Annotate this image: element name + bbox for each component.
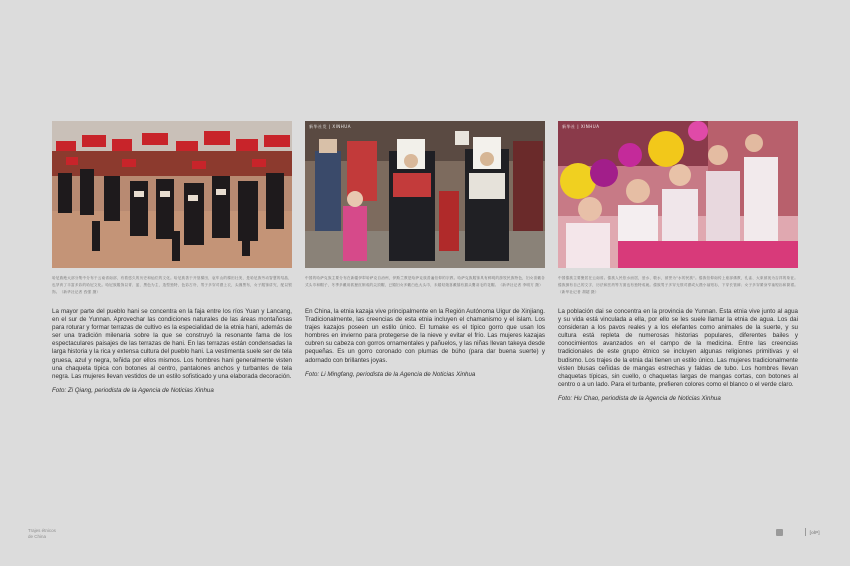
photo-credit: Foto: Li Mingfang, periodista de la Agencia de Noticias Xinhua xyxy=(305,370,476,378)
chinese-caption: 中国的哈萨克族主要分布在新疆伊犁哈萨克自治州，伊斯兰教是哈萨克族普遍信仰的宗教。哈萨克族服饰具有鲜明的游牧民族特色，妇女喜戴各式头巾和帽子，冬季多戴用狐狸皮制成的尖顶帽，已婚妇女多戴白色大头巾，未婚姑娘喜戴插有猫头鹰羽毛的花帽。（新华社记者 李明方 摄） xyxy=(305,276,545,287)
chinese-caption: 中国傣族主要聚居在云南省。傣族人民依水而居，爱水、敬水，被誉为"水的民族"。傣族信仰南传上座部佛教，孔雀、大象被视为吉祥的象征。傣族拥有自己的文字，历法和医药等方面也有独特成就。傣族男子多穿无领对襟或大襟小袖短衫，下穿长管裤；女子多穿紧身窄袖短衫和筒裙。（新华社记者 胡超 摄） xyxy=(558,276,798,294)
partner-logo-mark: [olP] xyxy=(809,529,820,535)
spanish-body-text: En China, la etnia kazaja vive principalmente en la Región Autónoma Uigur de Xinjiang. Tradicionalmente, las creencias de esta etnia incluyen el chamanismo y el islam. Los trajes kazajos poseen un estilo único. El tumake es el típico gorro que usan los hombres en invierno para protegerse de la nieve y evitar el frío. Las mujeres kazajas cubren su cabeza con gorros ornamentales y pañuelos, y las niñas llevan takeya desde pequeñas. Es un gorro coronado con plumas de búho (para dar buena suerte) y adornado con brillantes joyas. xyxy=(305,308,545,364)
photo-dai-women-graphic xyxy=(558,121,798,268)
footer-title-line-2: de China xyxy=(28,534,47,539)
spanish-body-text: La mayor parte del pueblo hani se concentra en la faja entre los ríos Yuan y Lancang, en el sur de Yunnan. Aprovechar las condiciones naturales de las áreas montañosas para roturar y formar terrazas de cultivo es la especialidad de la etnia hani, además de ser una tradición milenaria sobre la que se construyó la resonante fama de los espectaculares paisajes de las terrazas de hani. En las terrazas están condensadas la larga historia y la rica y extensa cultura del pueblo hani. La vestimenta suele ser de tela gruesa, azul y negra, teñida por ellos mismos. Los hombres hani generalmente visten una chaqueta típica con botones al centro, pantalones anchos y turbantes de tela negra. Las mujeres llevan vestidos de un estilo sofisticado y una elaborada decoración. xyxy=(52,308,292,380)
photo-agency-tag: 新华社 | XINHUA xyxy=(562,124,600,129)
photo-credit: Foto: Zi Qiang, periodista de la Agencia de Noticias Xinhua xyxy=(52,386,214,394)
spanish-body-text: La población dai se concentra en la provincia de Yunnan. Esta etnia vive junto al agua y su vida está vinculada a ella, por ello se les suele llamar la etnia de agua. Los dai consideran a los pavos reales y a los elefantes como animales de la suerte, y su cultura está repleta de numerosas historias populares, diferentes bailes y conocimientos avanzados en el campo de la medicina. Entre las creencias tradicionales de este grupo étnico se incluyen algunas religiones primitivas y el budismo. Los trajes de la etnia dai tienen un estilo único. Las mujeres tradicionalmente visten blusas ceñidas de mangas estrechas y faldas de tubo. Los hombres llevan chaquetas típicas, sin cuello, o chaquetas largas de mangas cortas, con botones al centro o a un lado. Para el turbante, prefieren colores como el blanco o el verde claro. xyxy=(558,308,798,388)
photo-agency-tag: 新华社发 | XINHUA xyxy=(309,124,351,129)
photo-kazakh-dancers-graphic xyxy=(305,121,545,268)
publisher-logo-icon xyxy=(776,529,783,536)
footer-title-line-1: Trajes étnicos xyxy=(28,528,56,533)
article-column-kazaja xyxy=(305,121,545,379)
photo-credit: Foto: Hu Chao, periodista de la Agencia de Noticias Xinhua xyxy=(558,394,721,402)
photo-hani-dancers-graphic xyxy=(52,121,292,268)
logo-divider xyxy=(805,528,806,536)
article-column-hani xyxy=(52,121,292,395)
photo-kazakh-dancers xyxy=(305,121,545,268)
photo-dai-women xyxy=(558,121,798,268)
article-column-dai xyxy=(558,121,798,403)
chinese-caption: 哈尼族绝大部分集中分布于云南省南部，有着悠久的历史和灿烂的文化。哈尼族善于开垦梯田，哀牢山的梯田壮美，是哈尼族劳动智慧的结晶，也孕育了丰富多彩的哈尼文化。哈尼族服饰以青、蓝、黑色为主，造型独特，色彩古朴，男子多穿对襟上衣，头缠黑布，女子服饰讲究，配以银饰。（新华社记者 孜强 摄） xyxy=(52,276,292,294)
photo-hani-dancers xyxy=(52,121,292,268)
footer-logos xyxy=(776,528,820,536)
footer-section-title xyxy=(28,528,56,540)
